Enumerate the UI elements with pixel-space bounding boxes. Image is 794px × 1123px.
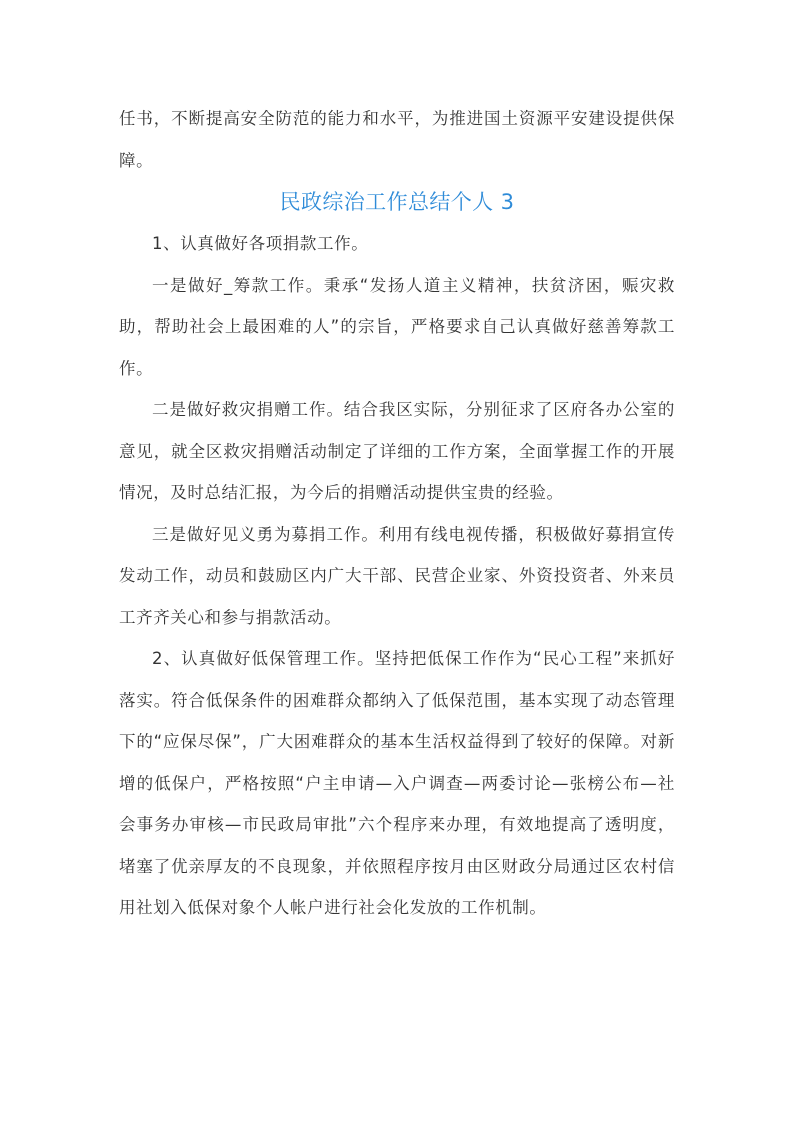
paragraph-1: 1、认真做好各项捐款工作。 [152,234,369,253]
paragraph-3: 二是做好救灾捐赠工作。结合我区实际，分别征求了区府各办公室的意见，就全区救灾捐赠活动制定了详细的工作方案，全面掌握工作的开展情况，及时总结汇报，为今后的捐赠活动提供宝贵的经验。 [119,400,675,502]
paragraph-2: 一是做好_筹款工作。秉承“发扬人道主义精神，扶贫济困，赈灾救助，帮助社会上最困难的人”的宗旨，严格要求自己认真做好慈善筹款工作。 [119,275,675,378]
paragraph-4: 三是做好见义勇为募捐工作。利用有线电视传播，积极做好募捐宣传发动工作，动员和鼓励区内广大干部、民营企业家、外资投资者、外来员工齐齐关心和参与捐款活动。 [119,524,675,627]
continuation-paragraph: 任书，不断提高安全防范的能力和水平，为推进国土资源平安建设提供保障。 [119,109,675,170]
document-page [119,98,675,929]
section-heading: 民政综治工作总结个人 3 [279,190,515,214]
paragraph-5: 2、认真做好低保管理工作。坚持把低保工作作为“民心工程”来抓好落实。符合低保条件的困难群众都纳入了低保范围，基本实现了动态管理下的“应保尽保”，广大困难群众的基本生活权益得到了较好的保障。对新增的低保户，严格按照“户主申请—入户调查—两委讨论—张榜公布—社会事务办审核—市民政局审批”六个程序来办理，有效地提高了透明度，堵塞了优亲厚友的不良现象，并依照程序按月由区财政分局通过区农村信用社划入低保对象个人帐户进行社会化发放的工作机制。 [119,649,675,917]
